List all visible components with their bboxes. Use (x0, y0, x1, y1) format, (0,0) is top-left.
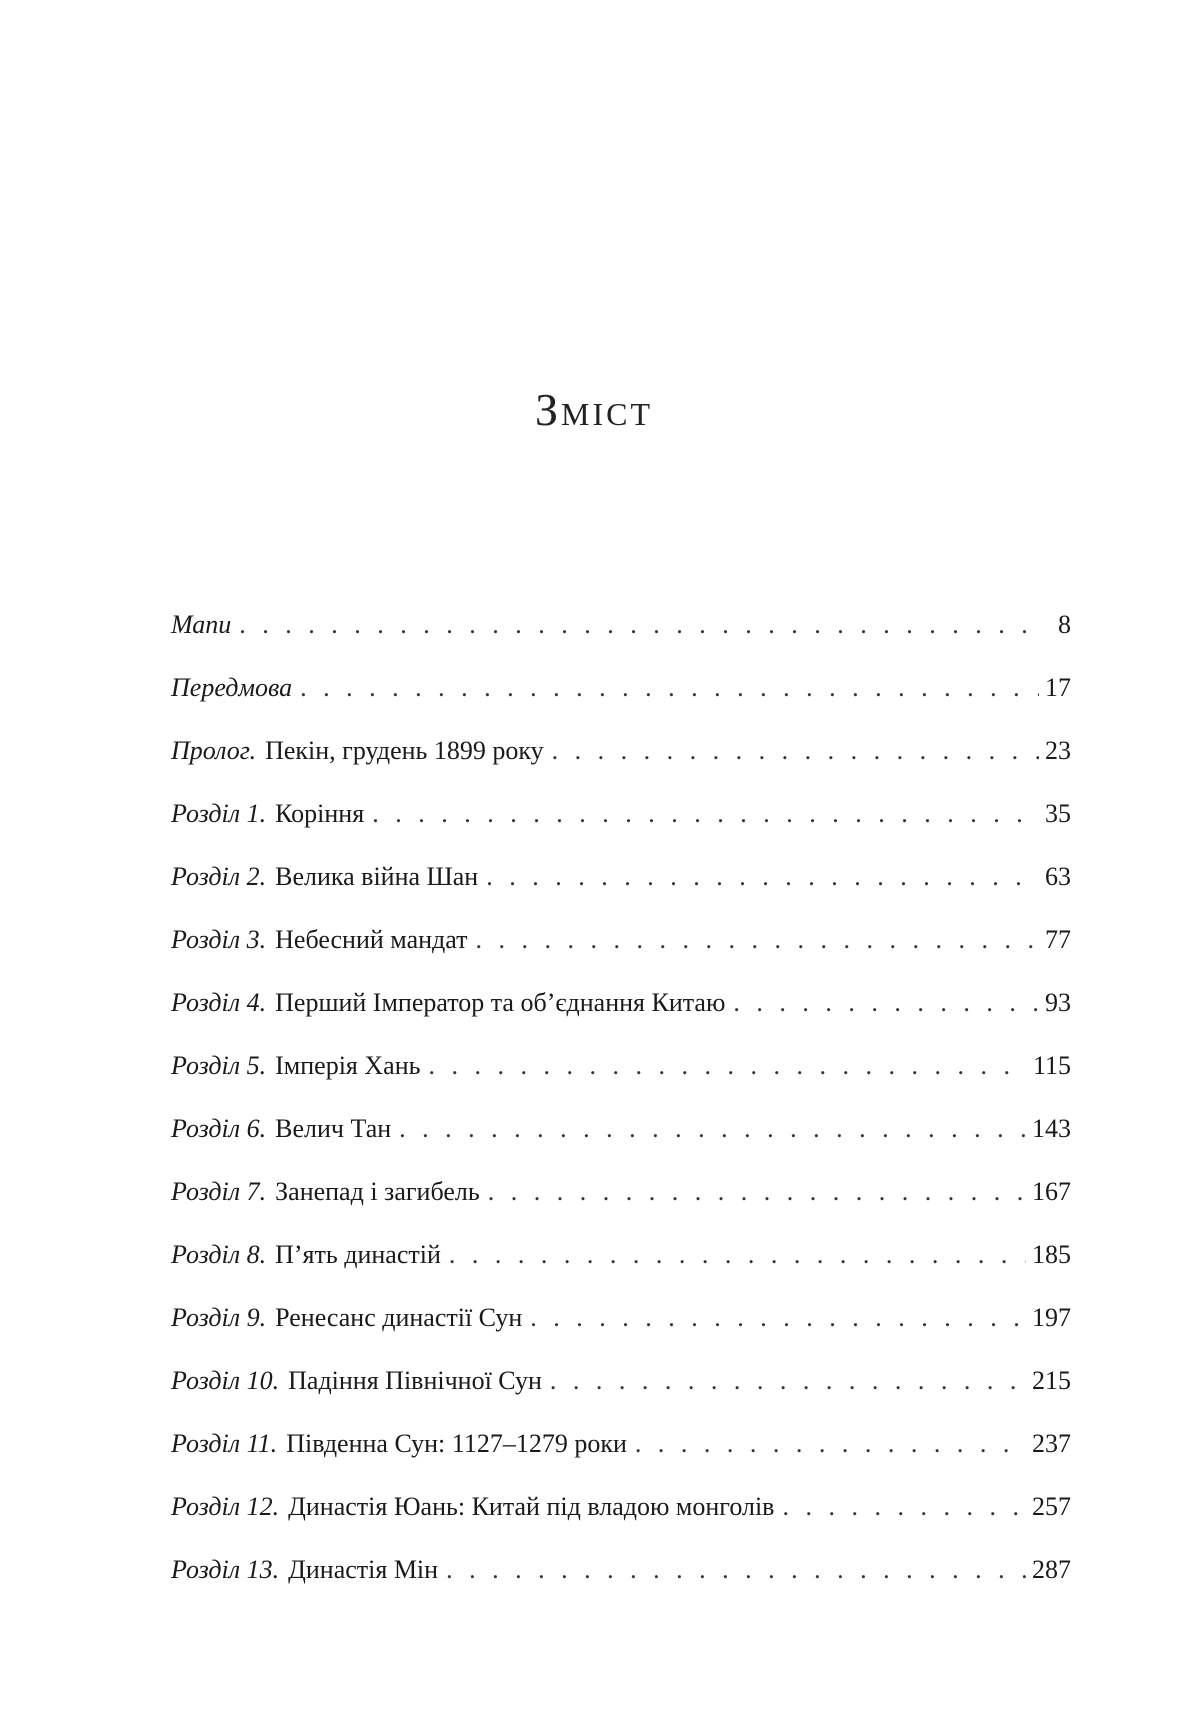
page-number: 143 (1032, 1114, 1071, 1143)
toc-entry-prologue (171, 719, 1071, 782)
toc-entry-maps (171, 593, 1071, 656)
page-number: 23 (1045, 736, 1071, 765)
entry-label: Розділ 2. (171, 862, 267, 891)
page-number: 93 (1045, 988, 1071, 1017)
entry-title: Перший Імператор та об’єднання Китаю (275, 988, 726, 1017)
page-number: 115 (1032, 1051, 1071, 1080)
dot-leader (486, 845, 1039, 908)
toc-entry-chapter-2 (171, 845, 1071, 908)
page-number: 167 (1032, 1177, 1071, 1206)
page-number: 8 (1058, 610, 1071, 639)
entry-title: Занепад і загибель (275, 1177, 480, 1206)
dot-leader (239, 593, 1039, 656)
entry-label: Розділ 4. (171, 988, 267, 1017)
entry-label: Розділ 13. (171, 1555, 280, 1584)
dot-leader (550, 1349, 1026, 1412)
dot-leader (488, 1160, 1026, 1223)
entry-label: Розділ 9. (171, 1303, 267, 1332)
toc-entry-chapter-5 (171, 1034, 1071, 1097)
entry-label: Розділ 11. (171, 1429, 278, 1458)
dot-leader (782, 1475, 1026, 1538)
table-of-contents (171, 593, 1071, 1601)
toc-entry-chapter-7 (171, 1160, 1071, 1223)
page-number: 257 (1032, 1492, 1071, 1521)
toc-entry-chapter-13 (171, 1538, 1071, 1601)
dot-leader (530, 1286, 1026, 1349)
entry-label: Розділ 8. (171, 1240, 267, 1269)
entry-title: Небесний мандат (275, 925, 468, 954)
dot-leader (428, 1034, 1026, 1097)
dot-leader (635, 1412, 1026, 1475)
dot-leader (399, 1097, 1026, 1160)
toc-entry-chapter-3 (171, 908, 1071, 971)
entry-title: Династія Юань: Китай під владою монголів (288, 1492, 775, 1521)
dot-leader (449, 1223, 1026, 1286)
page-number: 63 (1045, 862, 1071, 891)
entry-label: Розділ 3. (171, 925, 267, 954)
toc-entry-chapter-4 (171, 971, 1071, 1034)
toc-entry-chapter-6 (171, 1097, 1071, 1160)
toc-entry-chapter-8 (171, 1223, 1071, 1286)
entry-label: Розділ 5. (171, 1051, 267, 1080)
page-title: Зміст (534, 384, 654, 435)
entry-title: Велика війна Шан (275, 862, 479, 891)
entry-title: Падіння Північної Сун (288, 1366, 542, 1395)
toc-entry-chapter-10 (171, 1349, 1071, 1412)
page-number: 35 (1045, 799, 1071, 828)
page-number: 237 (1032, 1429, 1071, 1458)
entry-title: Імперія Хань (275, 1051, 421, 1080)
page-number: 77 (1045, 925, 1071, 954)
entry-title: Південна Сун: 1127–1279 роки (286, 1429, 627, 1458)
toc-entry-chapter-9 (171, 1286, 1071, 1349)
entry-label: Розділ 6. (171, 1114, 267, 1143)
entry-label: Мапи (171, 610, 232, 639)
entry-label: Розділ 12. (171, 1492, 280, 1521)
entry-title: Велич Тан (275, 1114, 392, 1143)
dot-leader (475, 908, 1039, 971)
page-number: 17 (1045, 673, 1071, 702)
dot-leader (372, 782, 1039, 845)
page-number: 287 (1032, 1555, 1071, 1584)
entry-title: П’ять династій (275, 1240, 441, 1269)
entry-title: Ренесанс династії Сун (275, 1303, 523, 1332)
entry-label: Розділ 10. (171, 1366, 280, 1395)
page-number: 215 (1032, 1366, 1071, 1395)
dot-leader (446, 1538, 1026, 1601)
entry-label: Розділ 1. (171, 799, 267, 828)
entry-label: Розділ 7. (171, 1177, 267, 1206)
toc-entry-chapter-11 (171, 1412, 1071, 1475)
page-number: 197 (1032, 1303, 1071, 1332)
dot-leader (733, 971, 1039, 1034)
entry-label: Пролог. (171, 736, 257, 765)
entry-label: Передмова (171, 673, 293, 702)
page-number: 185 (1032, 1240, 1071, 1269)
dot-leader (552, 719, 1039, 782)
toc-entry-chapter-12 (171, 1475, 1071, 1538)
entry-title: Династія Мін (288, 1555, 439, 1584)
dot-leader (300, 656, 1039, 719)
toc-entry-chapter-1 (171, 782, 1071, 845)
toc-entry-preface (171, 656, 1071, 719)
entry-title: Пекін, грудень 1899 року (265, 736, 544, 765)
entry-title: Коріння (275, 799, 365, 828)
